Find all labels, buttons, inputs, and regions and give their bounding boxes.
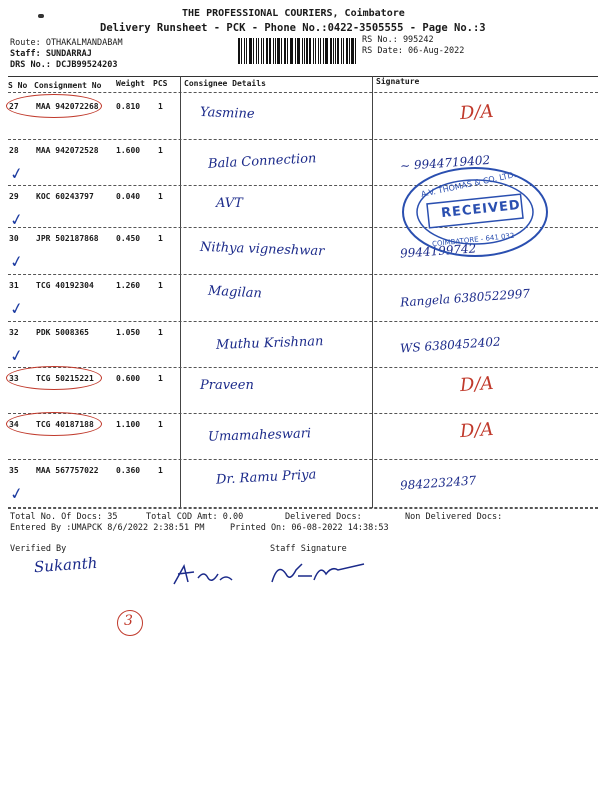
- row-sno: 27: [9, 102, 19, 111]
- circled-consignment: [6, 412, 102, 436]
- row-pcs: 1: [158, 102, 163, 111]
- row-sno: 32: [9, 328, 19, 337]
- rs-number: RS No.: 995242: [362, 35, 434, 45]
- barcode-bar: [287, 38, 288, 64]
- stamp-company: A.V. THOMAS & CO. LTD.: [420, 170, 517, 199]
- header-rule-top: [8, 76, 598, 77]
- barcode-bar: [302, 38, 303, 64]
- header-rule-bottom: [8, 92, 598, 93]
- row-weight: 0.600: [116, 374, 141, 383]
- barcode-bar: [238, 38, 240, 64]
- row-weight: 1.260: [116, 281, 141, 290]
- barcode-bar: [297, 38, 300, 64]
- row-consignment: MAA 942072528: [36, 146, 99, 155]
- barcode-bar: [330, 38, 332, 64]
- row-consignee-handwriting: AVT: [216, 196, 243, 211]
- row-weight: 1.600: [116, 146, 141, 155]
- barcode-bar: [246, 38, 248, 64]
- row-sno: 33: [9, 374, 19, 383]
- barcode-bar: [263, 38, 264, 64]
- barcode-bar: [306, 38, 308, 64]
- barcode-bar: [325, 38, 328, 64]
- barcode-bar: [333, 38, 334, 64]
- barcode-bar: [349, 38, 350, 64]
- row-consignee-handwriting: Bala Connection: [207, 151, 317, 172]
- staff-signature: [268, 556, 368, 588]
- row-pcs: 1: [158, 234, 163, 243]
- row-consignee-handwriting: Praveen: [200, 378, 254, 393]
- row-pcs: 1: [158, 281, 163, 290]
- check-mark-icon: ✓: [8, 250, 25, 273]
- row-consignee-handwriting: Dr. Ramu Priya: [215, 467, 317, 488]
- barcode-bar: [266, 38, 268, 64]
- row-pcs: 1: [158, 374, 163, 383]
- rs-date: RS Date: 06-Aug-2022: [362, 46, 465, 56]
- barcode-bar: [291, 38, 293, 64]
- table-row: [0, 275, 600, 322]
- barcode-bar: [351, 38, 354, 64]
- barcode-bar: [355, 38, 356, 64]
- table-row: [0, 322, 600, 368]
- col-pcs: PCS: [153, 79, 168, 88]
- barcode-bar: [343, 38, 344, 64]
- initials-signature: [168, 560, 248, 590]
- row-pcs: 1: [158, 466, 163, 475]
- check-mark-icon: ✓: [8, 344, 25, 367]
- barcode-bar: [273, 38, 274, 64]
- col-weight: Weight: [116, 79, 145, 88]
- row-consignment: MAA 567757022: [36, 466, 99, 475]
- row-signature-handwriting: 9842232437: [399, 473, 477, 493]
- barcode-bar: [269, 38, 271, 64]
- row-consignee-handwriting: Muthu Krishnan: [215, 334, 324, 353]
- footer-rule: [8, 508, 598, 509]
- entered-by: Entered By :UMAPCK 8/6/2022 2:38:51 PM: [10, 523, 205, 533]
- row-consignment: TCG 40187188: [36, 420, 94, 429]
- company-title: THE PROFESSIONAL COURIERS, Coimbatore: [182, 8, 405, 19]
- row-consignee-handwriting: Magilan: [207, 283, 263, 302]
- barcode-bar: [346, 38, 348, 64]
- barcode-bar: [335, 38, 336, 64]
- barcode-bar: [284, 38, 286, 64]
- row-weight: 0.040: [116, 192, 141, 201]
- barcode-bar: [337, 38, 339, 64]
- barcode-bar: [341, 38, 342, 64]
- non-delivered-docs: Non Delivered Docs:: [405, 512, 503, 522]
- row-pcs: 1: [158, 192, 163, 201]
- row-consignee-handwriting: Nithya vigneshwar: [199, 239, 325, 260]
- row-signature-handwriting: D/A: [459, 100, 495, 125]
- row-consignment: MAA 942072268: [36, 102, 99, 111]
- barcode-bar: [281, 38, 282, 64]
- barcode-bar: [249, 38, 252, 64]
- stamp-received: RECEIVED: [440, 197, 522, 222]
- row-weight: 0.810: [116, 102, 141, 111]
- row-consignment: PDK 5008365: [36, 328, 89, 337]
- barcode-bar: [244, 38, 245, 64]
- check-mark-icon: ✓: [8, 297, 25, 320]
- col-signature: Signature: [376, 77, 420, 86]
- row-weight: 1.100: [116, 420, 141, 429]
- barcode-bar: [241, 38, 242, 64]
- barcode-bar: [275, 38, 276, 64]
- barcode-bar: [277, 38, 280, 64]
- barcode-bar: [323, 38, 324, 64]
- row-sno: 31: [9, 281, 19, 290]
- barcode-bar: [253, 38, 254, 64]
- barcode: [238, 38, 358, 64]
- row-sno: 28: [9, 146, 19, 155]
- row-sno: 30: [9, 234, 19, 243]
- row-sno: 29: [9, 192, 19, 201]
- row-signature-handwriting: D/A: [459, 418, 495, 443]
- row-signature-handwriting: ~ 9944719402: [399, 152, 491, 174]
- row-signature-handwriting: WS 6380452402: [399, 334, 502, 356]
- col-sno: S No: [8, 81, 28, 90]
- staff-label: Staff: SUNDARRAJ: [10, 49, 92, 59]
- row-signature-handwriting: Rangela 6380522997: [399, 286, 531, 310]
- row-consignment: KOC 60243797: [36, 192, 94, 201]
- total-cod: Total COD Amt: 0.00: [146, 512, 244, 522]
- row-pcs: 1: [158, 328, 163, 337]
- barcode-bar: [295, 38, 296, 64]
- verified-by-label: Verified By: [10, 544, 67, 554]
- check-mark-icon: ✓: [8, 482, 25, 505]
- row-pcs: 1: [158, 146, 163, 155]
- page-number-hand: 3: [124, 613, 133, 629]
- runsheet-title: Delivery Runsheet - PCK - Phone No.:0422-3505555 - Page No.:3: [100, 22, 486, 34]
- circled-consignment: [6, 94, 102, 118]
- row-pcs: 1: [158, 420, 163, 429]
- verifier-signature: Sukanth: [33, 553, 98, 577]
- barcode-bar: [320, 38, 321, 64]
- barcode-bar: [258, 38, 259, 64]
- barcode-bar: [261, 38, 263, 64]
- barcode-bar: [309, 38, 311, 64]
- row-sno: 34: [9, 420, 19, 429]
- stamp-city: COIMBATORE - 641 032: [431, 231, 515, 249]
- row-consignment: TCG 50215221: [36, 374, 94, 383]
- barcode-bar: [256, 38, 257, 64]
- col-consignee: Consignee Details: [184, 79, 266, 88]
- total-docs: Total No. Of Docs: 35: [10, 512, 118, 522]
- barcode-bar: [318, 38, 320, 64]
- table-row: [0, 460, 600, 508]
- row-weight: 1.050: [116, 328, 141, 337]
- staff-signature-label: Staff Signature: [270, 544, 347, 554]
- barcode-bar: [290, 38, 291, 64]
- printed-on: Printed On: 06-08-2022 14:38:53: [230, 523, 389, 533]
- col-consignment: Consignment No: [34, 81, 102, 90]
- route-label: Route: OTHAKALMANDABAM: [10, 38, 123, 48]
- row-signature-handwriting: D/A: [459, 372, 495, 397]
- barcode-bar: [315, 38, 316, 64]
- row-consignee-handwriting: Umamaheswari: [207, 426, 312, 445]
- scan-mark: [38, 14, 44, 18]
- check-mark-icon: ✓: [8, 162, 25, 185]
- row-weight: 0.360: [116, 466, 141, 475]
- barcode-bar: [304, 38, 305, 64]
- row-sno: 35: [9, 466, 19, 475]
- row-weight: 0.450: [116, 234, 141, 243]
- drs-label: DRS No.: DCJB99524203: [10, 60, 118, 70]
- check-mark-icon: ✓: [8, 208, 25, 231]
- row-signature-handwriting: 9944199742: [399, 241, 477, 261]
- circled-consignment: [6, 366, 102, 390]
- row-consignment: TCG 40192304: [36, 281, 94, 290]
- row-consignee-handwriting: Yasmine: [199, 105, 255, 122]
- delivered-docs: Delivered Docs:: [285, 512, 362, 522]
- barcode-bar: [313, 38, 314, 64]
- row-consignment: JPR 502187868: [36, 234, 99, 243]
